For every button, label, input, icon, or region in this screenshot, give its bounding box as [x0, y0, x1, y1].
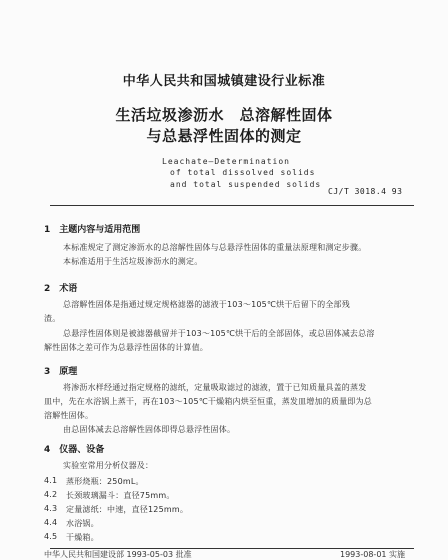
english-title-line2: of total dissolved solids — [170, 168, 316, 177]
section-2-paragraph-2-line2: 解性固体之差可作为总悬浮性固体的计算值。 — [44, 343, 208, 352]
section-2-paragraph-2-line1: 总悬浮性固体则是被滤器截留并于103～105℃烘干后的全部固体，或总固体减去总溶 — [63, 329, 375, 338]
header-divider — [50, 205, 414, 206]
section-3-paragraph-1-line1: 将渗沥水样经通过指定规格的滤纸，定量吸取滤过的滤液，置于已知质量具盖的蒸发 — [63, 383, 367, 392]
document-title-line1: 生活垃圾渗沥水 总溶解性固体 — [115, 106, 333, 124]
section-3-paragraph-1-line3: 溶解性固体。 — [44, 411, 94, 420]
list-item-text: 水浴锅。 — [66, 519, 99, 528]
list-item-number: 4.4 — [44, 518, 58, 527]
list-item-text: 干燥箱。 — [66, 533, 99, 542]
section-2-heading: 2 术语 — [44, 284, 78, 294]
list-item-number: 4.1 — [44, 476, 58, 485]
section-2-paragraph-1-line2: 渣。 — [44, 314, 61, 323]
implementation-note: 1993-08-01 实施 — [340, 550, 406, 559]
section-1-paragraph-2: 本标准适用于生活垃圾渗沥水的测定。 — [63, 257, 203, 266]
english-title-line3: and total suspended solids — [170, 180, 322, 189]
section-4-intro: 实验室常用分析仪器及： — [63, 461, 154, 470]
section-3-heading: 3 原理 — [44, 367, 78, 377]
section-2-paragraph-1-line1: 总溶解性固体是指通过规定规格滤器的滤液于103～105℃烘干后留下的全部残 — [63, 300, 350, 309]
section-3-paragraph-2: 由总固体减去总溶解性固体即得总悬浮性固体。 — [63, 425, 236, 434]
section-1-paragraph-1: 本标准规定了测定渗沥水的总溶解性固体与总悬浮性固体的重量法原理和测定步骤。 — [63, 243, 367, 252]
list-item-text: 长颈玻璃漏斗：直径75mm。 — [66, 491, 175, 500]
list-item-text: 定量滤纸：中速，直径125mm。 — [66, 505, 189, 514]
list-item-number: 4.3 — [44, 504, 58, 513]
approval-note: 中华人民共和国建设部 1993-05-03 批准 — [44, 550, 192, 559]
list-item-text: 蒸形烧瓶：250mL。 — [66, 477, 144, 486]
standard-header: 中华人民共和国城镇建设行业标准 — [122, 74, 326, 89]
document-title-line2: 与总悬浮性固体的测定 — [146, 127, 302, 145]
section-4-heading: 4 仪器、设备 — [44, 445, 105, 455]
list-item-number: 4.5 — [44, 532, 58, 541]
list-item-number: 4.2 — [44, 490, 58, 499]
section-1-heading: 1 主题内容与适用范围 — [44, 225, 141, 235]
standard-number: CJ/T 3018.4 93 — [328, 187, 403, 196]
section-3-paragraph-1-line2: 皿中，先在水浴锅上蒸干，再在103～105℃干燥箱内烘至恒重，蒸发皿增加的质量即为总 — [44, 397, 372, 406]
english-title-line1: Leachate—Determination — [162, 157, 290, 166]
